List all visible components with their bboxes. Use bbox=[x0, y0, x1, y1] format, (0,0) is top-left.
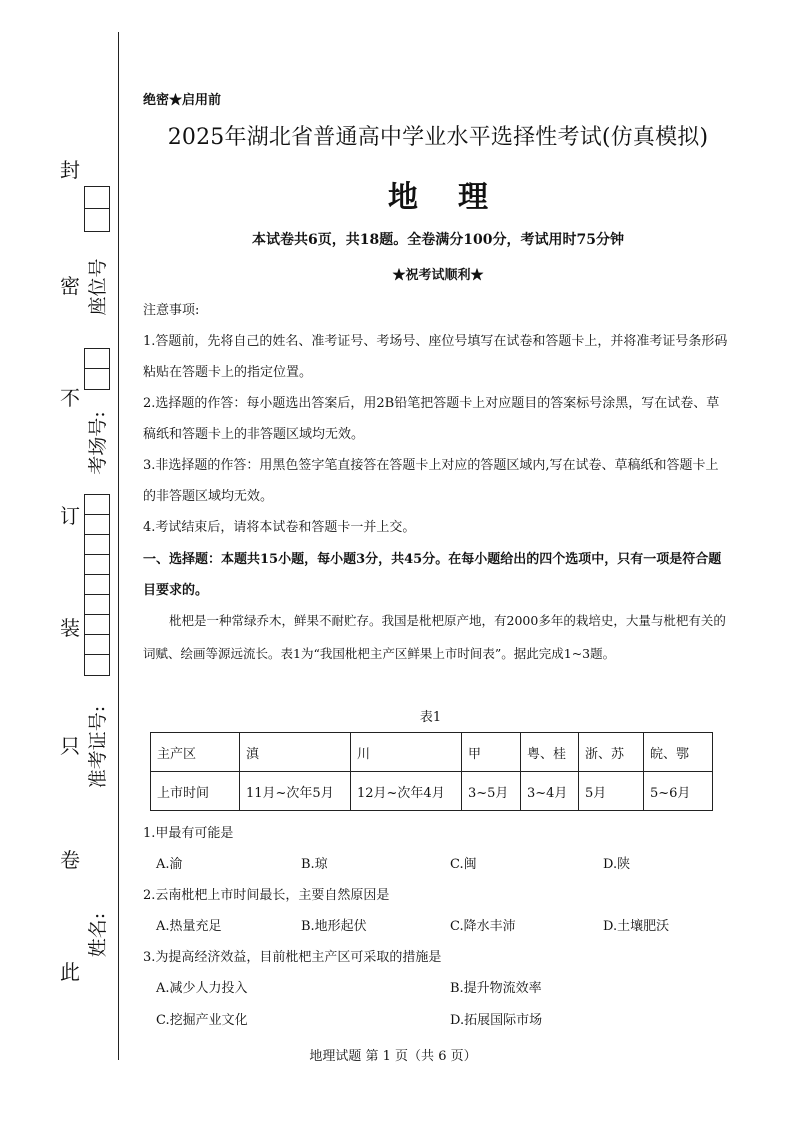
seal-char: 不 bbox=[60, 386, 80, 410]
ticket-box[interactable] bbox=[84, 494, 110, 516]
option: C.挖掘产业文化 bbox=[156, 1013, 248, 1028]
table-cell: 3~5月 bbox=[462, 772, 521, 811]
seat-label: 座位号 bbox=[87, 258, 109, 316]
note-item: 2.选择题的作答：每小题选出答案后，用2B铅笔把答题卡上对应题目的答案标号涂黑，写在试卷、草稿纸和答题卡上的非答题区域均无效。 bbox=[143, 396, 720, 442]
exam-info: 本试卷共6页，共18题。全卷满分100分，考试用时75分钟 bbox=[252, 232, 624, 248]
option: B.地形起伏 bbox=[301, 919, 367, 934]
question-stem: 1.甲最有可能是 bbox=[143, 826, 234, 841]
seal-char: 密 bbox=[60, 274, 80, 298]
ticket-box[interactable] bbox=[84, 634, 110, 656]
table-cell: 滇 bbox=[240, 733, 351, 772]
ticket-box[interactable] bbox=[84, 614, 110, 636]
question-stem: 3.为提高经济效益，目前枇杷主产区可采取的措施是 bbox=[143, 950, 442, 965]
ticket-label: 准考证号: bbox=[87, 705, 109, 789]
table-cell: 皖、鄂 bbox=[644, 733, 713, 772]
seal-char: 此 bbox=[60, 960, 80, 984]
option: C.闽 bbox=[450, 857, 477, 872]
ticket-box[interactable] bbox=[84, 534, 110, 556]
table-cell: 5~6月 bbox=[644, 772, 713, 811]
notes-heading: 注意事项: bbox=[143, 303, 200, 318]
material-text: 枇杷是一种常绿乔木，鲜果不耐贮存。我国是枇杷原产地，有2000多年的栽培史，大量与枇杷有关的词赋、绘画等源远流长。表1为“我国枇杷主产区鲜果上市时间表”。据此完成1~3题。 bbox=[143, 613, 726, 661]
secret-mark: 绝密★启用前 bbox=[143, 93, 222, 108]
option: C.降水丰沛 bbox=[450, 919, 516, 934]
table-cell: 主产区 bbox=[151, 733, 240, 772]
table-cell: 12月~次年4月 bbox=[351, 772, 462, 811]
table-cell: 甲 bbox=[462, 733, 521, 772]
blessing: ★祝考试顺利★ bbox=[392, 268, 484, 283]
note-item: 1.答题前，先将自己的姓名、准考证号、考场号、座位号填写在试卷和答题卡上，并将准考证号条形码粘贴在答题卡上的指定位置。 bbox=[143, 334, 728, 380]
table-cell: 3~4月 bbox=[521, 772, 579, 811]
option: D.土壤肥沃 bbox=[603, 919, 670, 934]
ticket-box[interactable] bbox=[84, 514, 110, 536]
table-caption: 表1 bbox=[419, 710, 442, 725]
ticket-box[interactable] bbox=[84, 574, 110, 596]
option: D.陕 bbox=[603, 857, 631, 872]
question-stem: 2.云南枇杷上市时间最长，主要自然原因是 bbox=[143, 888, 390, 903]
seal-char: 封 bbox=[60, 158, 80, 182]
option: A.减少人力投入 bbox=[156, 981, 248, 996]
seal-char: 装 bbox=[60, 616, 80, 640]
option: A.热量充足 bbox=[156, 919, 222, 934]
table-row bbox=[151, 772, 713, 811]
note-item: 3.非选择题的作答：用黑色签字笔直接答在答题卡上对应的答题区域内,写在试卷、草稿纸和答题卡上的非答题区域均无效。 bbox=[143, 458, 719, 504]
seal-char: 卷 bbox=[60, 848, 80, 872]
ticket-box[interactable] bbox=[84, 554, 110, 576]
ticket-box[interactable] bbox=[84, 594, 110, 616]
seal-char: 订 bbox=[60, 504, 80, 528]
seal-char: 只 bbox=[60, 734, 80, 758]
option: A.渝 bbox=[156, 857, 183, 872]
name-label: 姓名: bbox=[87, 912, 109, 958]
table-row bbox=[151, 733, 713, 772]
table-cell: 上市时间 bbox=[151, 772, 240, 811]
section-heading: 一、选择题：本题共15小题，每小题3分，共45分。在每小题给出的四个选项中，只有一项是符合题目要求的。 bbox=[143, 552, 722, 598]
market-time-table bbox=[150, 732, 713, 811]
binding-line bbox=[118, 32, 119, 1060]
table-cell: 川 bbox=[351, 733, 462, 772]
room-label: 考场号: bbox=[87, 411, 109, 475]
table-cell: 粤、桂 bbox=[521, 733, 579, 772]
option: B.提升物流效率 bbox=[450, 981, 542, 996]
option: D.拓展国际市场 bbox=[450, 1013, 543, 1028]
table-cell: 11月~次年5月 bbox=[240, 772, 351, 811]
option: B.琼 bbox=[301, 857, 328, 872]
page-footer: 地理试题 第 1 页（共 6 页） bbox=[309, 1049, 477, 1064]
exam-title: 2025年湖北省普通高中学业水平选择性考试(仿真模拟) bbox=[167, 125, 709, 150]
table-cell: 浙、苏 bbox=[579, 733, 644, 772]
note-item: 4.考试结束后，请将本试卷和答题卡一并上交。 bbox=[143, 520, 416, 535]
subject-title: 地理 bbox=[388, 180, 528, 215]
table-cell: 5月 bbox=[579, 772, 644, 811]
